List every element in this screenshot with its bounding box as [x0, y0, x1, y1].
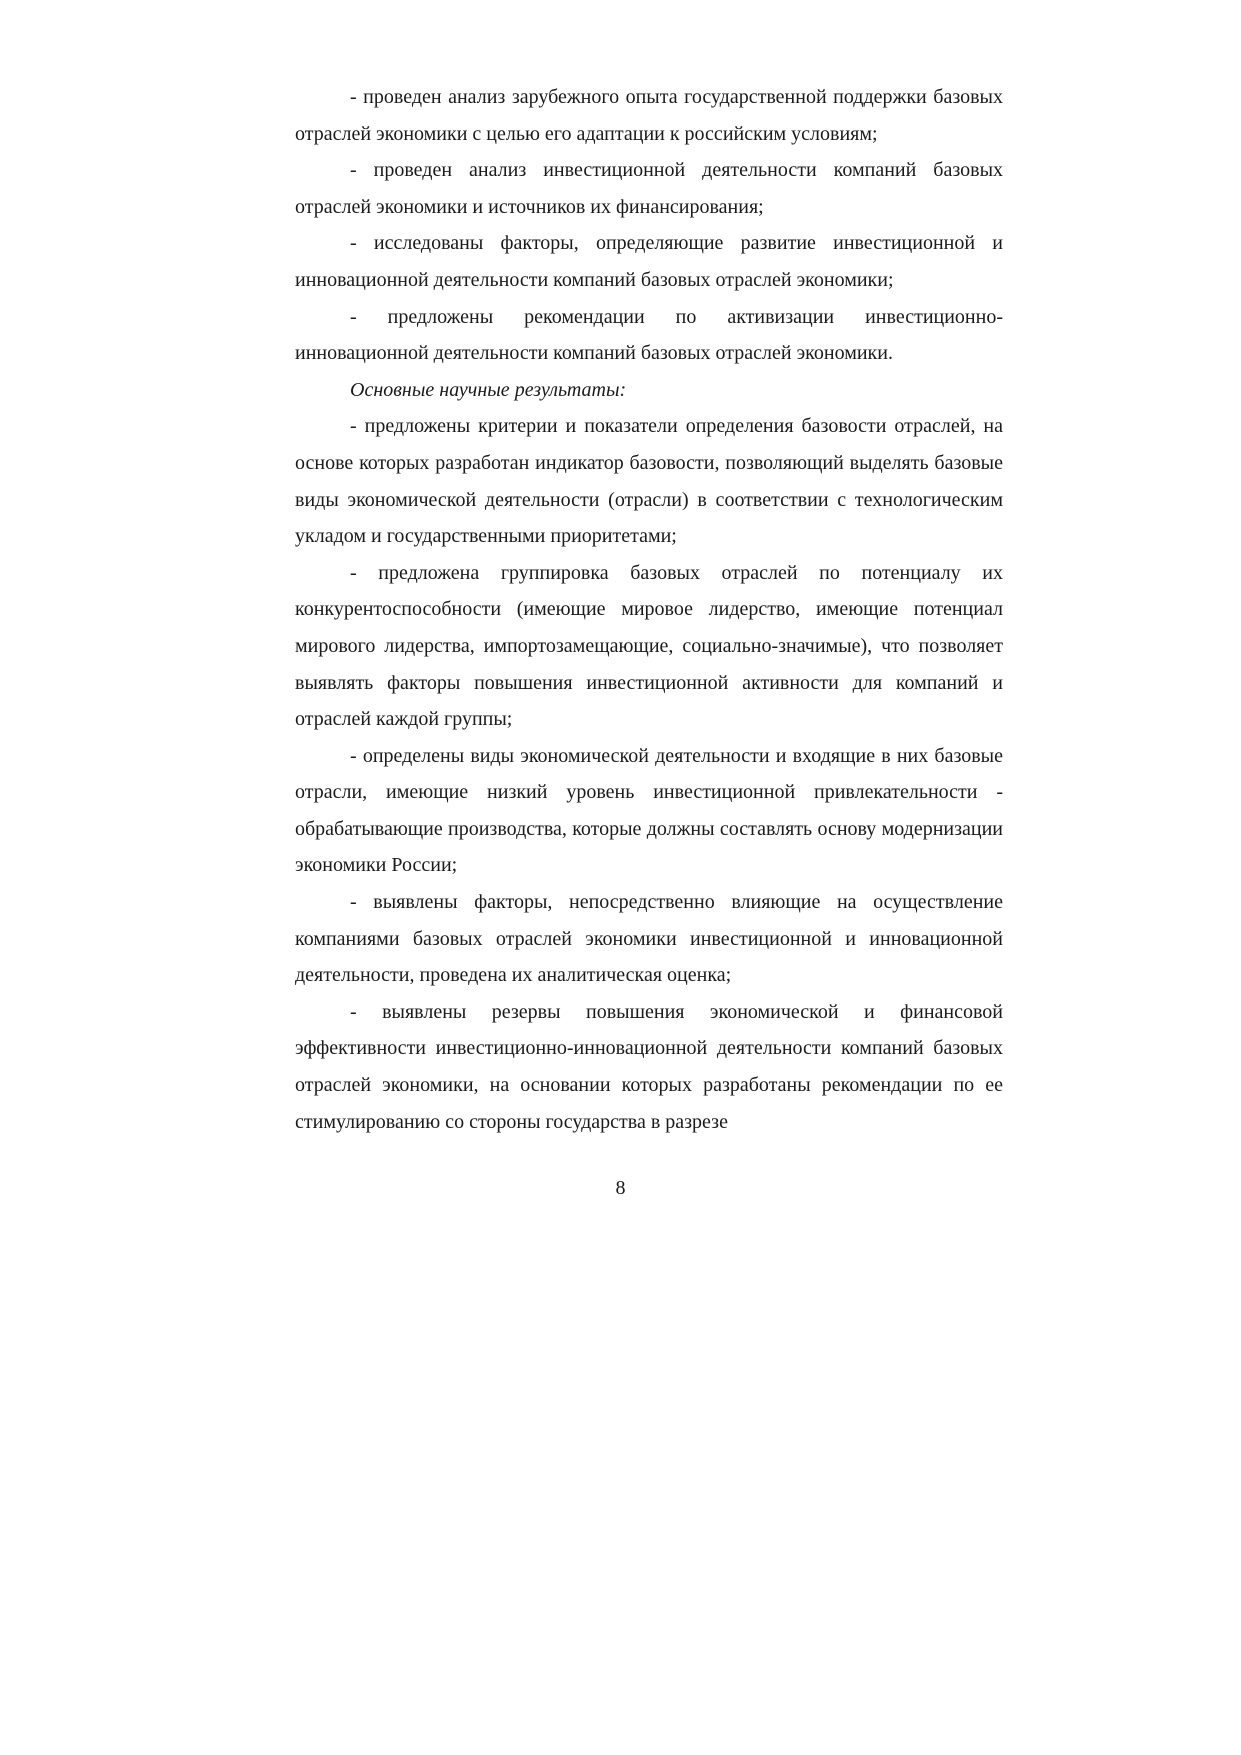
body-text — [295, 79, 1003, 1140]
paragraph-investment-analysis: - проведен анализ инвестиционной деятельности компаний базовых отраслей экономики и источников их финансирования; — [295, 159, 1003, 218]
paragraph-foreign-experience: - проведен анализ зарубежного опыта государственной поддержки базовых отраслей экономики с целью его адаптации к российским условиям; — [295, 86, 1003, 145]
section-heading: Основные научные результаты: — [350, 378, 627, 401]
paragraph-efficiency-reserves: - выявлены резервы повышения экономической и финансовой эффективности инвестиционно-инновационной деятельности компаний базовых отраслей экономики, на основании которых разработаны рекомендации по ее стимулированию со стороны государства в разрезе — [295, 1000, 1003, 1133]
paragraph-activity-types: - определены виды экономической деятельности и входящие в них базовые отрасли, имеющие низкий уровень инвестиционной привлекательности - обрабатывающие производства, которые должны составлять основу модернизации экономики России; — [295, 744, 1003, 877]
paragraph-criteria: - предложены критерии и показатели определения базовости отраслей, на основе которых разработан индикатор базовости, позволяющий выделять базовые виды экономической деятельности (отрасли) в соответствии с технологическим укладом и государственными приоритетами; — [295, 415, 1003, 548]
page-number: 8 — [615, 1177, 626, 1199]
paragraph-factors-studied: - исследованы факторы, определяющие развитие инвестиционной и инновационной деятельности компаний базовых отраслей экономики; — [295, 232, 1003, 291]
paragraph-influencing-factors: - выявлены факторы, непосредственно влияющие на осуществление компаниями базовых отраслей экономики инвестиционной и инновационной деятельности, проведена их аналитическая оценка; — [295, 891, 1003, 987]
paragraph-grouping: - предложена группировка базовых отраслей по потенциалу их конкурентоспособности (имеющие мировое лидерство, имеющие потенциал мирового лидерства, импортозамещающие, социально-значимые), что позволяет выявлять факторы повышения инвестиционной активности для компаний и отраслей каждой группы; — [295, 561, 1003, 731]
paragraph-recommendations: - предложены рекомендации по активизации инвестиционно-инновационной деятельности компаний базовых отраслей экономики. — [295, 305, 1003, 365]
